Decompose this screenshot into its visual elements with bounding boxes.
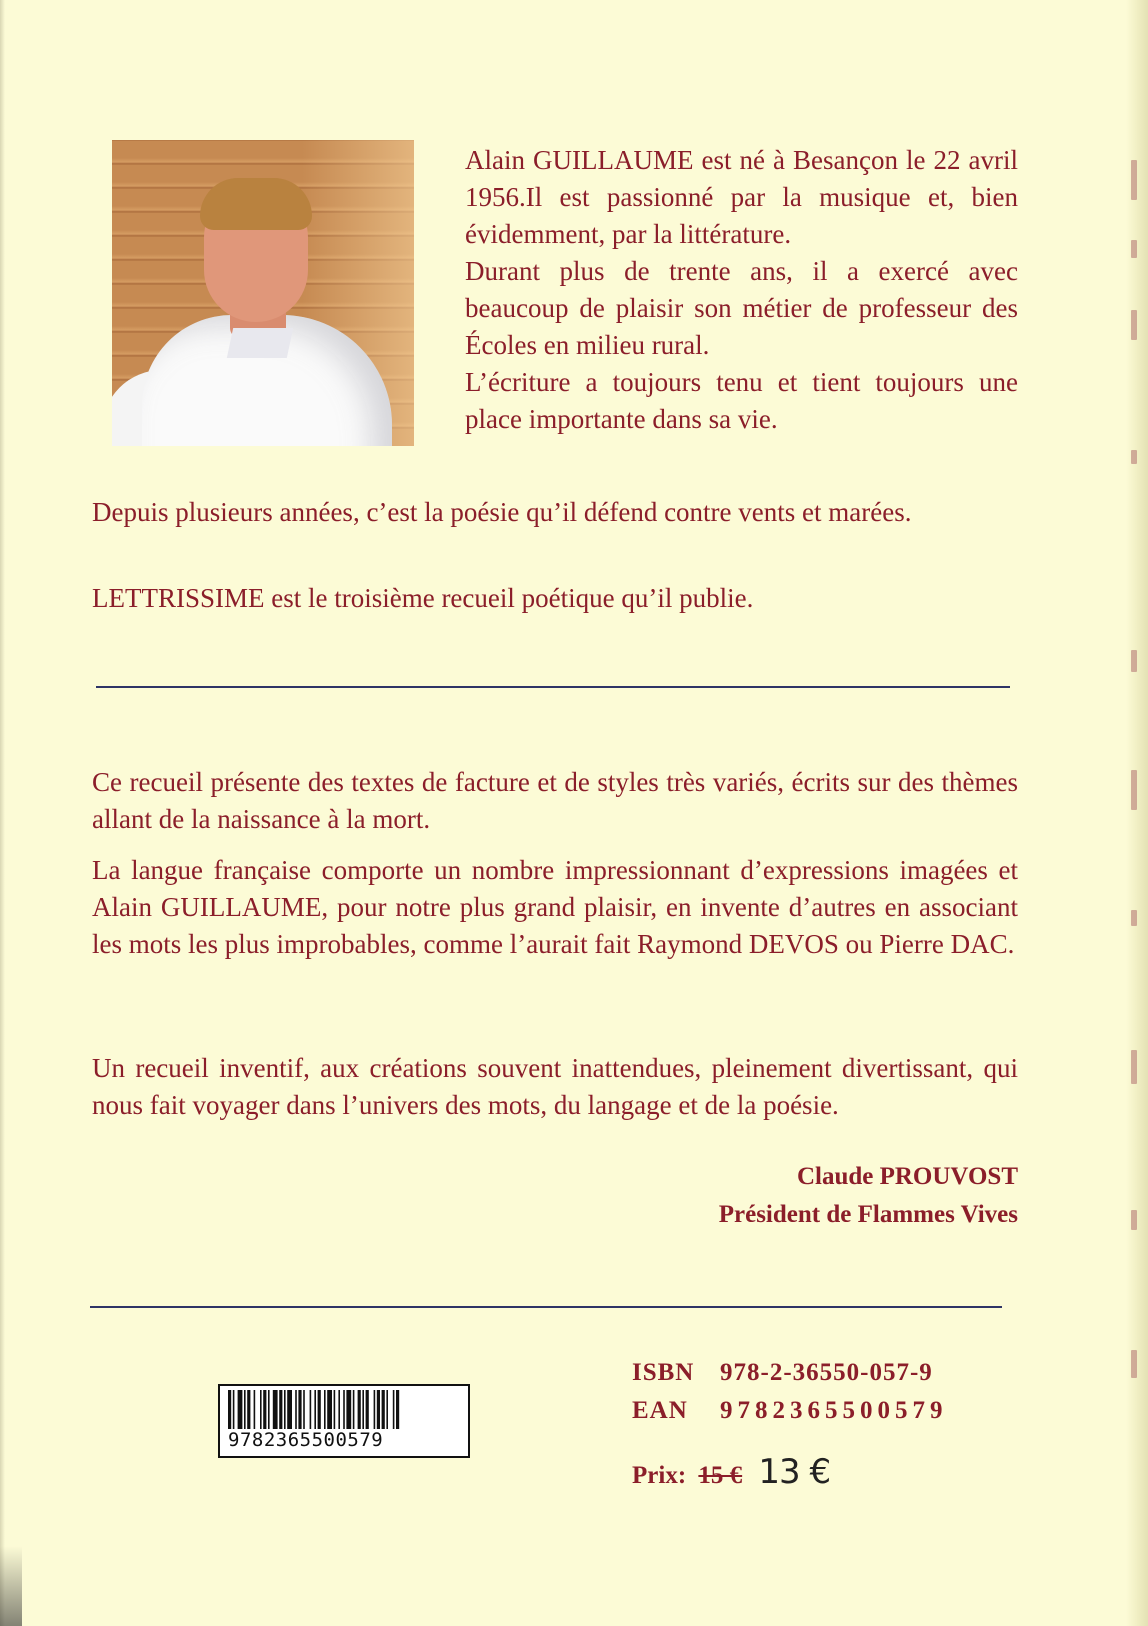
bio-paragraph: L’écriture a toujours tenu et tient toujours une place importante dans sa vie.: [465, 367, 1018, 434]
barcode-bar: [295, 1390, 297, 1430]
barcode-bar: [314, 1390, 316, 1430]
divider: [96, 686, 1010, 688]
barcode-bar: [273, 1390, 278, 1430]
barcode-bar: [233, 1390, 235, 1430]
price-old: 15 €: [698, 1462, 743, 1489]
barcode-bar: [260, 1390, 262, 1430]
barcode-bar: [263, 1390, 266, 1430]
barcode-bar: [324, 1390, 326, 1430]
spine-mark: [1131, 240, 1137, 258]
price: [632, 1452, 830, 1496]
barcode-bar: [393, 1390, 395, 1430]
spine-mark: [1131, 770, 1137, 810]
review-signature: [560, 1158, 1018, 1234]
barcode-bar: [338, 1390, 340, 1430]
scan-shadow: [0, 1546, 22, 1626]
ean-label: EAN: [632, 1397, 688, 1424]
spine-mark: [1131, 450, 1137, 464]
barcode-bar: [254, 1390, 256, 1430]
spine-mark: [1131, 1210, 1137, 1230]
barcode: [218, 1384, 470, 1458]
barcode-bars: [226, 1390, 462, 1430]
barcode-bar: [238, 1390, 243, 1430]
spine-mark: [1131, 650, 1137, 672]
bio-paragraph: Alain GUILLAUME est né à Besançon le 22 avril 1956.Il est passionné par la musique et, bien évidemment, par la littérature.: [465, 145, 1018, 249]
photo-collar: [227, 328, 293, 358]
spine-mark: [1131, 1050, 1137, 1084]
barcode-digits: 9782365500579: [228, 1429, 464, 1451]
price-label: Prix:: [632, 1462, 687, 1489]
barcode-bar: [298, 1390, 301, 1430]
barcode-bar: [353, 1390, 355, 1430]
barcode-bar: [284, 1390, 286, 1430]
barcode-bar: [377, 1390, 380, 1430]
author-bio: [465, 142, 1018, 438]
barcode-bar: [228, 1390, 231, 1430]
review-paragraph: Un recueil inventif, aux créations souvent inattendues, pleinement divertissant, qui nous fait voyager dans l’univers des mots, du langage et de la poésie.: [92, 1053, 1018, 1120]
barcode-bar: [327, 1390, 332, 1430]
bio-paragraph: Durant plus de trente ans, il a exercé avec beaucoup de plaisir son métier de professeur des Écoles en milieu rural.: [465, 256, 1018, 360]
barcode-bar: [318, 1390, 321, 1430]
isbn-label: ISBN: [632, 1359, 695, 1386]
barcode-bar: [346, 1390, 351, 1430]
barcode-bar: [366, 1390, 369, 1430]
divider: [90, 1306, 1002, 1308]
barcode-bar: [358, 1390, 361, 1430]
barcode-bar: [279, 1390, 282, 1430]
book-codes: [632, 1354, 948, 1430]
spine-marks: [1128, 150, 1140, 1470]
barcode-bar: [244, 1390, 246, 1430]
author-title: Président de Flammes Vives: [718, 1201, 1018, 1228]
barcode-bar: [343, 1390, 345, 1430]
barcode-bar: [396, 1390, 399, 1430]
price-new: 13 €: [758, 1452, 831, 1492]
barcode-bar: [334, 1390, 336, 1430]
barcode-bar: [303, 1390, 305, 1430]
barcode-bar: [374, 1390, 376, 1430]
barcode-bar: [386, 1390, 388, 1430]
author-photo: [112, 140, 414, 446]
bio-paragraph: LETTRISSIME est le troisième recueil poétique qu’il publie.: [92, 583, 754, 613]
review-paragraph: Ce recueil présente des textes de facture et de styles très variés, écrits sur des thèmes allant de la naissance à la mort.: [92, 767, 1018, 834]
barcode-bar: [362, 1390, 364, 1430]
ean-row: [632, 1392, 948, 1430]
spine-mark: [1131, 910, 1137, 926]
isbn-value: 978-2-36550-057-9: [720, 1359, 933, 1386]
spine-mark: [1131, 310, 1137, 340]
bio-paragraph: Depuis plusieurs années, c’est la poésie qu’il défend contre vents et marées.: [92, 497, 912, 527]
barcode-bar: [287, 1390, 292, 1430]
page-left-edge: [0, 0, 5, 1626]
review-paragraph: La langue française comporte un nombre impressionnant d’expressions imagées et Alain GUILLAUME, pour notre plus grand plaisir, en invente d’autres en associant les mots les plus improbables, comme l’aurait fait Raymond DEVOS ou Pierre DAC.: [92, 855, 1018, 959]
barcode-bar: [382, 1390, 385, 1430]
ean-value: 9782365500579: [720, 1397, 948, 1424]
barcode-bar: [310, 1390, 312, 1430]
spine-mark: [1131, 1350, 1137, 1378]
barcode-bar: [268, 1390, 270, 1430]
photo-hair: [200, 178, 312, 230]
barcode-bar: [247, 1390, 250, 1430]
author-name: Claude PROUVOST: [796, 1163, 1018, 1190]
spine-mark: [1131, 160, 1137, 200]
isbn-row: [632, 1354, 948, 1392]
